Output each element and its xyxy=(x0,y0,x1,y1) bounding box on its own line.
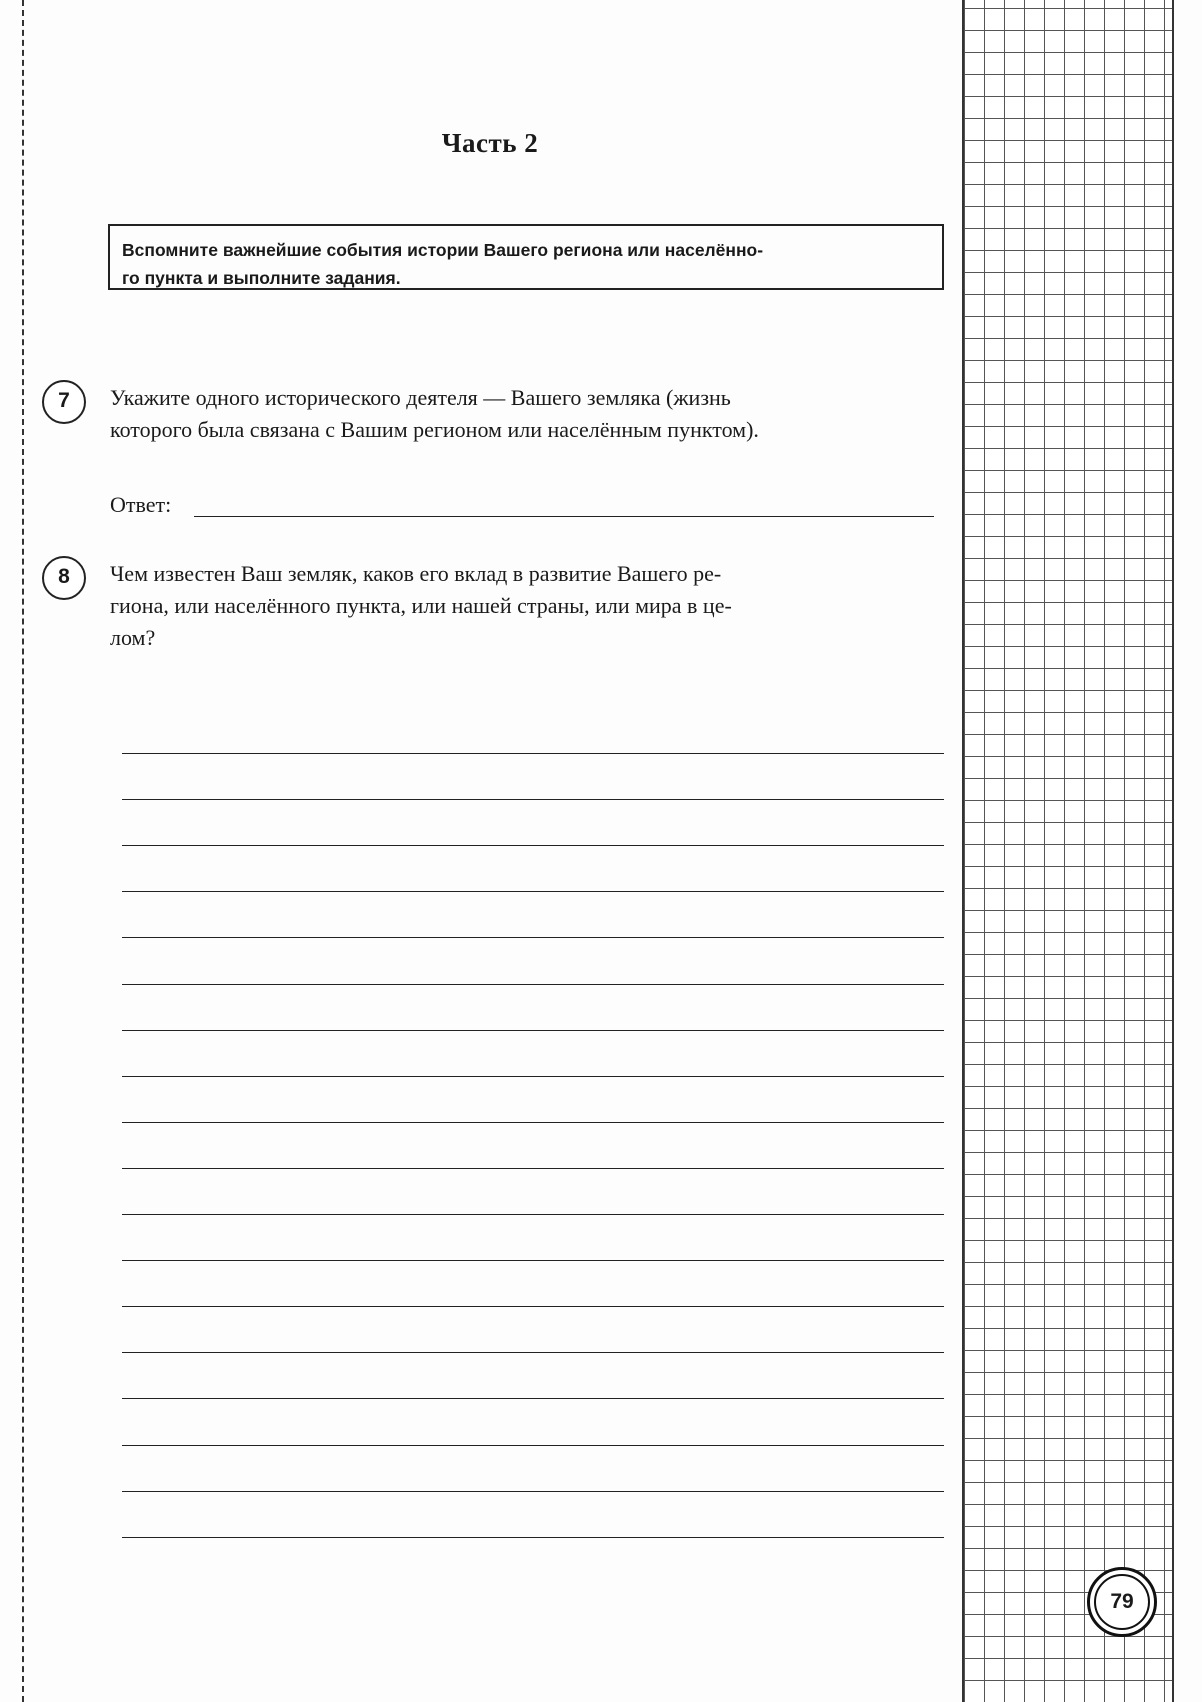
answer-line[interactable] xyxy=(122,1261,944,1307)
answer-line[interactable] xyxy=(122,1215,944,1261)
answer-line[interactable] xyxy=(122,800,944,846)
task-8-line-1: Чем известен Ваш земляк, каков его вклад в развитие Вашего ре- xyxy=(110,561,722,586)
answer-line[interactable] xyxy=(122,1031,944,1077)
instruction-line-2: го пункта и выполните задания. xyxy=(122,268,401,288)
task-7-line-1: Укажите одного исторического деятеля — Вашего земляка (жизнь xyxy=(110,385,731,410)
task-8-text xyxy=(110,558,946,654)
answer-line[interactable] xyxy=(122,754,944,800)
grid-margin xyxy=(962,0,1174,1702)
task-number-7: 7 xyxy=(42,380,86,424)
answer-line[interactable] xyxy=(122,1353,944,1399)
answer-line[interactable] xyxy=(122,985,944,1031)
answer-label: Ответ: xyxy=(110,492,172,517)
answer-line[interactable] xyxy=(122,708,944,754)
answer-line[interactable] xyxy=(122,846,944,892)
cut-line xyxy=(22,0,24,1702)
task-7-line-2: которого была связана с Вашим регионом или населённым пунктом). xyxy=(110,417,759,442)
answer-line[interactable] xyxy=(122,1077,944,1123)
task-8-line-2: гиона, или населённого пункта, или нашей страны, или мира в це- xyxy=(110,593,732,618)
task-8-line-3: лом? xyxy=(110,625,156,650)
answer-line[interactable] xyxy=(122,1446,944,1492)
part-title: Часть 2 xyxy=(441,128,539,158)
answer-line[interactable] xyxy=(122,1123,944,1169)
answer-row xyxy=(110,492,946,524)
instruction-box xyxy=(108,224,944,290)
answer-field[interactable] xyxy=(194,516,934,517)
answer-line[interactable] xyxy=(122,1307,944,1353)
page-number: 79 xyxy=(1094,1574,1150,1630)
answer-line[interactable] xyxy=(122,1399,944,1445)
answer-lines[interactable] xyxy=(122,708,944,1538)
task-number-8: 8 xyxy=(42,556,86,600)
task-7-text xyxy=(110,382,946,446)
page-number-badge xyxy=(1087,1567,1157,1637)
answer-line[interactable] xyxy=(122,892,944,938)
answer-line[interactable] xyxy=(122,938,944,984)
answer-line[interactable] xyxy=(122,1169,944,1215)
instruction-line-1: Вспомните важнейшие события истории Вашего региона или населённо- xyxy=(122,240,764,260)
answer-line[interactable] xyxy=(122,1492,944,1538)
